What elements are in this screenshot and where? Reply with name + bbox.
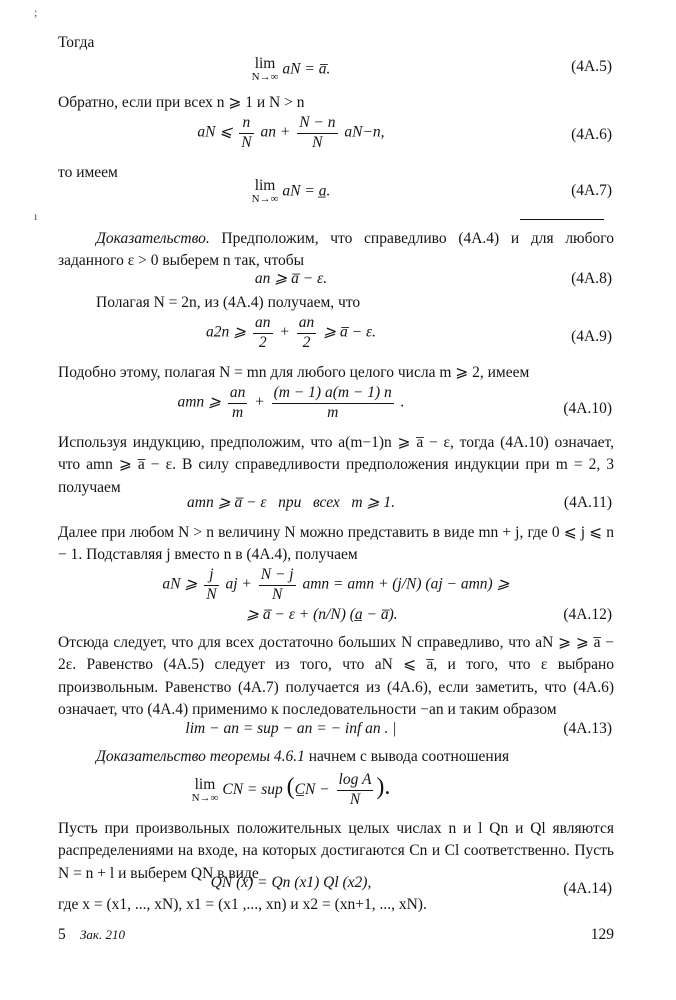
equation-capacity: lim N→∞ CN = sup (C̲N − $\frac{\text{log A}}{N}$ ). — [191, 771, 391, 808]
lim-operator: lim N→∞ — [251, 177, 279, 206]
paragraph-ispolzuya: Используя индукцию, предположим, что a(m−1)n ⩾ a̅ − ε, тогда (4A.10) означает, что amn ⩾ a̅ − ε. В силу справедливости предположения индукции при m = 2, 3 получаем — [58, 434, 614, 496]
paragraph-pust: Пусть при произвольных положительных целых числах n и l Qn и Ql являются распределениями на входе, на которых достигаются Cn и Cl соответственно. Пусть N = n + l и выберем QN в виде — [58, 820, 614, 882]
paragraph-polagaya: Полагая N = 2n, из (4A.4) получаем, что — [96, 294, 361, 311]
equation-number: (4A.6) — [571, 126, 612, 143]
separator-rule — [520, 219, 604, 220]
order-number: Зак. 210 — [80, 927, 126, 942]
equation-4a5 — [58, 52, 614, 88]
equation-number: (4A.7) — [571, 182, 612, 199]
paragraph-gde: где x = (x1, ..., xN), x1 = (x1 ,..., xn) и x2 = (xn+1, ..., xN). — [58, 896, 427, 913]
fraction: $\frac{n}{N}$ — [241, 114, 252, 151]
equation-4a9: a2n ⩾ $\frac{an}{2}$ + $\frac{an}{2}$ ⩾ a̅ − ε. (4A.9) — [206, 314, 612, 351]
fraction: $\frac{an}{2}$ — [255, 314, 271, 351]
equation-number: (4A.12) — [563, 606, 612, 623]
margin-mark-top: ; — [34, 5, 38, 19]
equation-number: (4A.8) — [571, 270, 612, 287]
fraction: $\frac{\text{log A}}{N}$ — [338, 771, 372, 808]
page-number: 129 — [590, 926, 614, 943]
paragraph-to-imeem: то имеем — [58, 164, 118, 181]
theorem-label: Доказательство теоремы 4.6.1 — [96, 748, 305, 765]
equation-4a11: amn ⩾ a̅ − ε при всех m ⩾ 1. (4A.11) — [58, 492, 614, 516]
equation-body: aN = a̲. — [282, 182, 331, 200]
fraction: $\frac{(m - 1) a(m - 1) n}{m}$ — [273, 384, 392, 421]
equation-number: (4A.10) — [563, 400, 612, 417]
equation-4a7 — [58, 176, 614, 212]
book-page — [34, 0, 614, 1000]
paragraph-dalee: Далее при любом N > n величину N можно представить в виде mn + j, где 0 ⩽ j ⩽ n − 1. Подставляя j вместо n в (4A.4), получаем — [58, 524, 614, 564]
equation-body: aN = a̅. — [282, 60, 331, 78]
equation-number: (4A.13) — [563, 720, 612, 737]
paragraph-obratno: Обратно, если при всех n ⩾ 1 и N > n — [58, 94, 305, 111]
paragraph-togda: Тогда — [58, 34, 95, 51]
lim-operator: lim N→∞ — [251, 55, 279, 84]
fraction: $\frac{N - n}{N}$ — [299, 114, 336, 151]
equation-4a14: QN (x) = Qn (x1) Ql (x2), (4A.14) — [58, 872, 614, 896]
equation-number: (4A.11) — [563, 494, 612, 511]
equation-number: (4A.5) — [571, 58, 612, 75]
fraction: $\frac{j}{N}$ — [206, 566, 217, 603]
equation-4a12: aN ⩾ $\frac{j}{N}$ aj + $\frac{N - j}{N}$ amn = amn + (j/N) (aj − amn) ⩾ ⩾ a̅ − ε + (n/N) (a̲ − a̅). (4A.12) — [58, 566, 614, 626]
equation-4a13: lim − an = sup − an = − inf an . | (4A.13) — [58, 718, 614, 742]
equation-number: (4A.9) — [571, 328, 612, 345]
paragraph-otsyuda: Отсюда следует, что для всех достаточно больших N справедливо, что aN ⩾ ⩾ a̅ − 2ε. Равенство (4A.5) следует из того, что aN ⩽ a̅, и того, что ε выбрано произвольным. Равенство (4A.7) получается из (4A.6), если заметить, что (4A.6) означает, что (4A.4) применимо к последовательности −an и таким образом — [58, 634, 614, 719]
fraction: $\frac{an}{2}$ — [298, 314, 315, 351]
paragraph-proof: Доказательство. Предположим, что справедливо (4A.4) и для любого заданного ε > 0 выберем n так, чтобы — [58, 230, 614, 270]
equation-number: (4A.14) — [563, 880, 612, 897]
paragraph-podobno: Подобно этому, полагая N = mn для любого целого числа m ⩾ 2, имеем — [58, 364, 530, 381]
equation-line-2: ⩾ a̅ − ε + (n/N) (a̲ − a̅). — [246, 606, 398, 623]
margin-mark-middle: ı — [34, 209, 38, 223]
equation-4a6: aN ⩽ $\frac{n}{N}$ an + $\frac{N - n}{N}$ aN−n, (4A.6) — [197, 114, 612, 151]
lim-operator: lim N→∞ — [191, 775, 219, 804]
signature-number: 5 — [58, 926, 66, 943]
fraction: $\frac{an}{m}$ — [229, 384, 246, 421]
proof-label: Доказательство. — [96, 230, 210, 247]
equation-4a8: an ⩾ a̅ − ε. (4A.8) — [58, 268, 614, 292]
fraction: $\frac{N - j}{N}$ — [260, 566, 294, 603]
paragraph-theorem: Доказательство теоремы 4.6.1 начнем с вывода соотношения — [96, 748, 510, 765]
equation-4a10: amn ⩾ $\frac{an}{m}$ + $\frac{(m - 1) a(m - 1) n}{m}$ . (4A.10) — [177, 384, 612, 421]
